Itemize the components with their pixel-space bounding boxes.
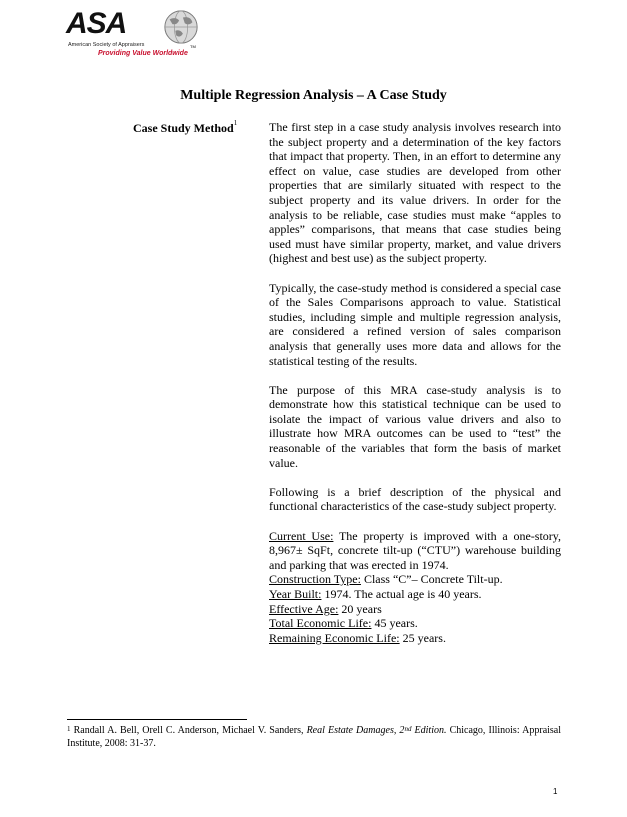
property-specs (269, 529, 561, 646)
logo-org-name: American Society of Appraisers (68, 42, 145, 48)
footnote-ref: 1 (233, 119, 238, 127)
spec-label: Year Built: (269, 587, 322, 601)
logo-tagline: Providing Value Worldwide (98, 50, 188, 57)
spec-value: The property is improved with a one-story, 8,967± SqFt, concrete tilt-up (“CTU”) warehouse building and parking that was erected in 1974. (269, 528, 562, 572)
document-title: Multiple Regression Analysis – A Case Study (180, 88, 447, 103)
paragraph: The purpose of this MRA case-study analysis is to demonstrate how this statistical technique can be used to isolate the impact of various value drivers and also to illustrate how MRA outcomes can be used to “test” the reasonable of the variables that form the basis of market value. (269, 382, 561, 470)
spec-remaining-economic-life (269, 631, 561, 646)
logo-letters: ASA (66, 7, 127, 40)
spec-label: Construction Type: (269, 572, 361, 587)
asa-logo (66, 8, 206, 64)
paragraph: Typically, the case-study method is considered a special case of the Sales Comparisons approach to value. Statistical studies, including simple and multiple regression analysis, are considered a refined version of sales comparison analysis that generally uses more data and allows for the statistical testing of the results. (269, 280, 561, 368)
logo-trademark: TM (190, 44, 196, 49)
spec-year-built (269, 587, 561, 602)
footnote-divider (67, 719, 247, 720)
spec-value: 20 years (338, 601, 382, 616)
footnote (67, 725, 561, 750)
body-text (269, 120, 561, 645)
spec-value: 1974. The actual age is 40 years. (321, 587, 482, 601)
footnote-edition-sup: nd (404, 725, 412, 733)
section-heading-text: Case Study Method (133, 121, 234, 135)
spec-label: Effective Age: (269, 601, 339, 616)
spec-total-economic-life (269, 616, 561, 631)
paragraph: The first step in a case study analysis involves research into the subject property and a determination of the key factors that impact that property. Then, in an effort to determine any effect on value, case studies are developed from other properties that are similarly situated with respect to the subject property and its value drivers. In order for the analysis to be reliable, case studies must make “apples to apples” comparisons, that means that case studies being used must have similar property, market, and value drivers (highest and best use) as the subject property. (269, 120, 561, 266)
section-heading (133, 121, 237, 136)
footnote-rest: Chicago, Illinois: Appraisal Institute, 2008: 31-37. (67, 725, 562, 749)
footnote-edition-word: Edition. (411, 725, 447, 736)
footnote-authors: Randall A. Bell, Orell C. Anderson, Michael V. Sanders, (70, 725, 307, 736)
spec-value: 25 years. (399, 630, 446, 645)
spec-construction-type (269, 572, 561, 587)
footnote-marker: 1 (67, 725, 71, 733)
globe-icon (162, 8, 200, 46)
paragraph: Following is a brief description of the physical and functional characteristics of the case-study subject property. (269, 484, 561, 514)
spec-label: Current Use: (269, 528, 334, 543)
spec-current-use (269, 529, 561, 573)
footnote-book-title: Real Estate Damages, 2 (306, 725, 405, 736)
spec-effective-age (269, 602, 561, 617)
spec-label: Remaining Economic Life: (269, 630, 400, 645)
spec-value: 45 years. (371, 616, 418, 631)
page-number: 1 (553, 787, 558, 796)
spec-label: Total Economic Life: (269, 616, 372, 631)
spec-value: Class “C”– Concrete Tilt-up. (360, 572, 503, 587)
